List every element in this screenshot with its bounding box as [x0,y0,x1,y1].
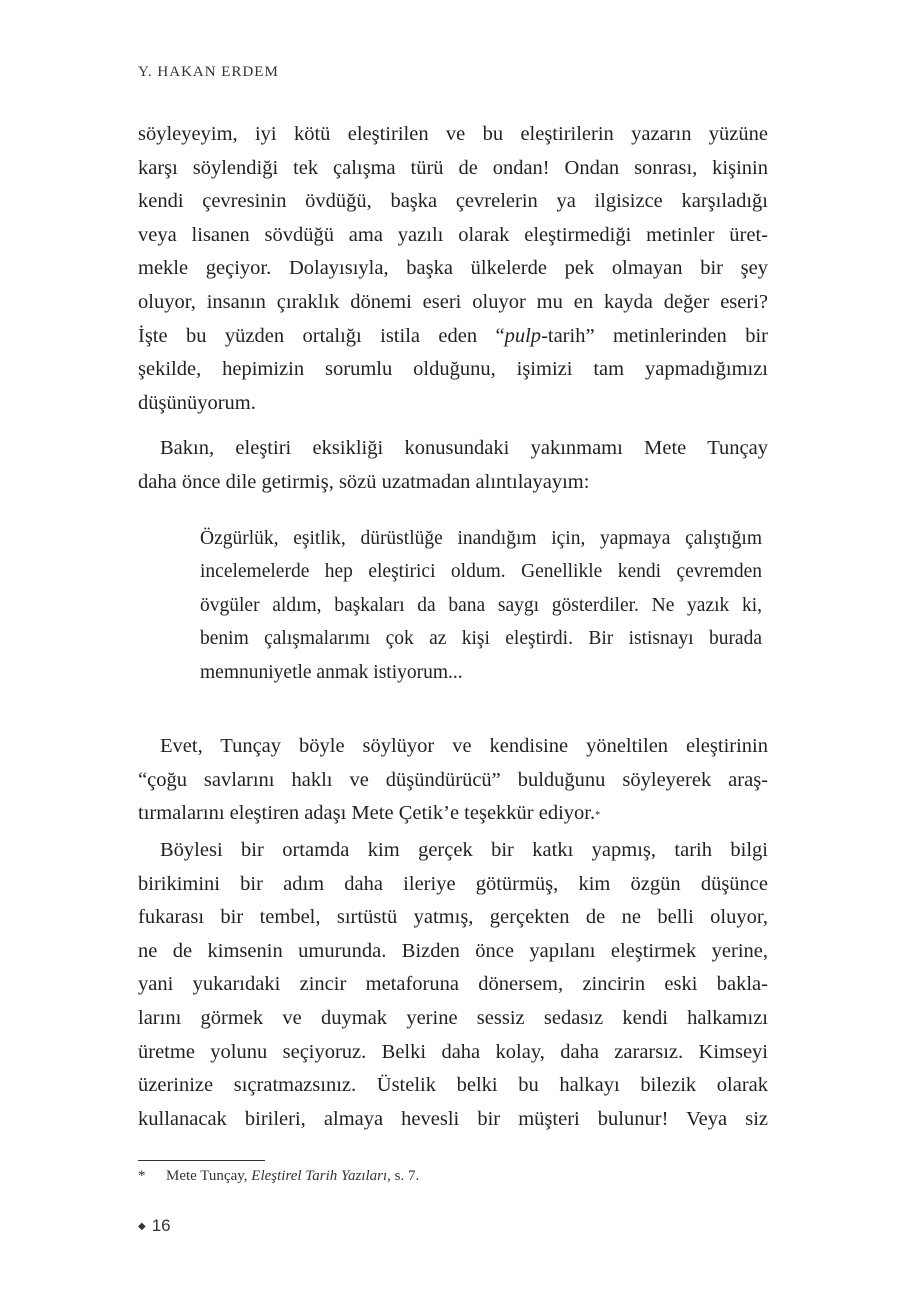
paragraph-2 [138,730,768,831]
footnote-page: , s. 7. [387,1168,420,1184]
text-line: veya lisanen sövdüğü ama yazılı olarak eleştirmediği metinler üret- [138,223,768,246]
running-header: Y. HAKAN ERDEM [138,64,279,80]
text-line: birikimini bir adım daha ileriye götürmüş, kim özgün düşünce [138,872,768,895]
text-line: Böylesi bir ortamda kim gerçek bir katkı yapmış, tarih bilgi [160,839,768,861]
text-line: şekilde, hepimizin sorumlu olduğunu, işimizi tam yapmadığımızı [138,358,768,381]
footnote-mark: * [138,1168,146,1184]
text-line: daha önce dile getirmiş, sözü uzatmadan alıntılayayım: [138,470,590,493]
italic-term: pulp [504,324,542,347]
text-line: ne de kimsenin umurunda. Bizden önce yapılanı eleştirmek yerine, [138,939,768,962]
text-line: larını görmek ve duymak yerine sessiz sedasız kendi halkamızı [138,1006,768,1029]
text-line [138,797,768,831]
block-quote [200,522,762,689]
quote-line: Özgürlük, eşitlik, dürüstlüğe inandığım için, yapmaya çalıştığım [200,528,762,549]
text-line: “çoğu savlarını haklı ve düşündürücü” bulduğunu söyleyerek araş- [138,768,768,791]
text-line: üzerinize sıçratmazsınız. Üstelik belki bu halkayı bilezik olarak [138,1074,768,1097]
text-line: fukarası bir tembel, sırtüstü yatmış, gerçekten de ne belli oluyor, [138,906,768,929]
footnote-title: Eleştirel Tarih Yazıları [251,1168,388,1184]
page-number [138,1216,171,1236]
footnote-author: Mete Tunçay, [166,1168,248,1184]
quote-line: incelemelerde hep eleştirici oldum. Genellikle kendi çevremden [200,561,762,583]
text-line: üretme yolunu seçiyoruz. Belki daha kolay, daha zararsız. Kimseyi [138,1040,768,1063]
text-segment: tırmalarını eleştiren adaşı Mete Çetik’e teşekkür ediyor. [138,802,596,825]
diamond-icon: ◆ [138,1221,146,1233]
text-line: düşünüyorum. [138,391,256,414]
paragraph-1 [138,118,768,500]
footnote [138,1168,419,1185]
quote-line: övgüler aldım, başkaları da bana saygı gösterdiler. Ne yazık ki, [200,594,762,616]
quote-line: benim çalışmalarımı çok az kişi eleştirdi. Bir istisnayı burada [200,628,762,650]
text-line: Evet, Tunçay böyle söylüyor ve kendisine yöneltilen eleştirinin [160,735,768,757]
text-line: karşı söylendiği tek çalışma türü de ondan! Ondan sonrası, kişinin [138,156,768,179]
page-number-text: 16 [151,1216,171,1235]
footnote-reference[interactable]: * [595,810,601,822]
footnote-divider [138,1160,265,1161]
text-segment: İşte bu yüzden ortalığı istila eden “ [138,324,505,347]
text-line: söyleyeyim, iyi kötü eleştirilen ve bu eleştirilerin yazarın yüzüne [138,123,768,145]
text-line: Bakın, eleştiri eksikliği konusundaki yakınmamı Mete Tunçay [160,437,768,460]
text-line: kullanacak birileri, almaya hevesli bir müşteri bulunur! Veya siz [138,1107,768,1130]
text-line: yani yukarıdaki zincir metaforuna dönersem, zincirin eski bakla- [138,973,768,996]
text-segment: -tarih” metinlerinden bir [541,324,768,347]
text-line: oluyor, insanın çıraklık dönemi eseri oluyor mu en kayda değer eseri? [138,290,768,313]
text-line: mekle geçiyor. Dolayısıyla, başka ülkelerde pek olmayan bir şey [138,257,768,280]
text-line: kendi çevresinin övdüğü, başka çevrelerin ya ilgisizce karşıladığı [138,190,768,213]
text-line [138,320,768,354]
paragraph-3 [138,834,768,1136]
quote-line: memnuniyetle anmak istiyorum... [200,661,463,683]
